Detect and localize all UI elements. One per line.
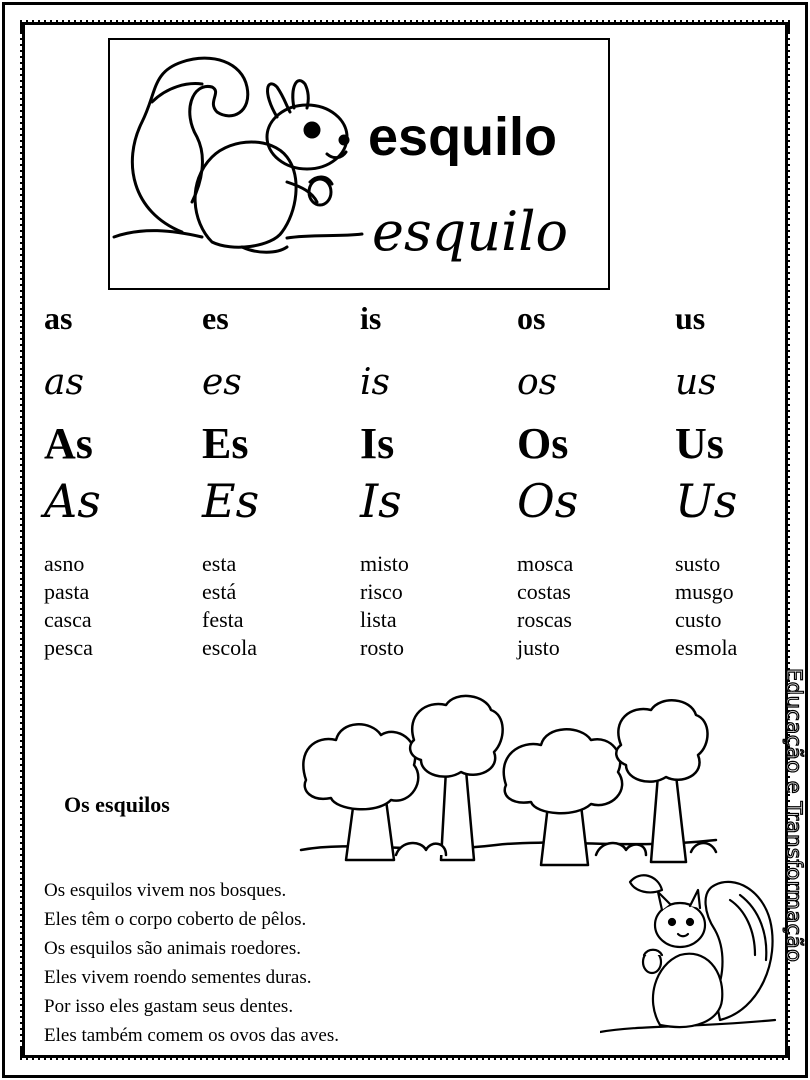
- syllable-upper: Us: [675, 419, 724, 468]
- word: pasta: [44, 579, 90, 604]
- syllable-upper-cursive: Us: [675, 474, 738, 528]
- word-list: [517, 550, 667, 662]
- word: esta: [202, 551, 237, 576]
- syllable-lower-cursive: as: [44, 362, 84, 403]
- word: custo: [675, 607, 722, 632]
- word: roscas: [517, 607, 572, 632]
- word: rosto: [360, 635, 404, 660]
- squirrel-icon: [112, 42, 372, 262]
- syllable-column-es: [202, 300, 352, 662]
- syllable-lower-cursive: us: [675, 362, 717, 403]
- syllable-upper-cursive: Os: [517, 474, 579, 528]
- word: mosca: [517, 551, 574, 576]
- syllable-lower: os: [517, 300, 546, 336]
- syllable-upper-cursive: Es: [202, 474, 260, 528]
- word-list: [202, 550, 352, 662]
- syllable-column-us: [675, 300, 810, 662]
- story-line: Eles têm o corpo coberto de pêlos.: [44, 909, 307, 930]
- word-list: [675, 550, 810, 662]
- title-print: esquilo: [368, 107, 558, 167]
- syllable-lower: is: [360, 300, 382, 336]
- word: musgo: [675, 579, 734, 604]
- syllable-upper-cursive: As: [44, 474, 101, 528]
- word: está: [202, 579, 237, 604]
- word-list: [360, 550, 510, 662]
- word: escola: [202, 635, 257, 660]
- squirrel-small-icon: [600, 870, 780, 1040]
- story-line: Os esquilos vivem nos bosques.: [44, 880, 287, 901]
- word: festa: [202, 607, 244, 632]
- syllable-upper: As: [44, 419, 93, 468]
- story-line: Eles vivem roendo sementes duras.: [44, 967, 312, 988]
- syllable-upper: Os: [517, 419, 569, 468]
- syllable-column-as: [44, 300, 194, 662]
- word: susto: [675, 551, 721, 576]
- story-line: Os esquilos são animais roedores.: [44, 938, 301, 959]
- syllable-lower: us: [675, 300, 706, 336]
- syllable-lower-cursive: es: [202, 362, 242, 403]
- syllable-upper: Es: [202, 419, 249, 468]
- word: casca: [44, 607, 92, 632]
- title-cursive: esquilo: [372, 200, 569, 263]
- syllable-lower-cursive: os: [517, 362, 558, 403]
- syllable-lower: es: [202, 300, 229, 336]
- word: asno: [44, 551, 85, 576]
- story-text: [44, 876, 339, 1050]
- story-line: Por isso eles gastam seus dentes.: [44, 996, 294, 1017]
- syllable-lower: as: [44, 300, 73, 336]
- word: misto: [360, 551, 409, 576]
- word: esmola: [675, 635, 738, 660]
- word-list: [44, 550, 194, 662]
- trees-icon: [296, 690, 726, 875]
- word: pesca: [44, 635, 93, 660]
- syllable-upper: Is: [360, 419, 395, 468]
- syllable-column-os: [517, 300, 667, 662]
- word: lista: [360, 607, 397, 632]
- syllable-column-is: [360, 300, 510, 662]
- word: costas: [517, 579, 571, 604]
- syllable-lower-cursive: is: [360, 362, 390, 403]
- word: justo: [517, 635, 560, 660]
- syllable-upper-cursive: Is: [360, 474, 402, 528]
- story-title: Os esquilos: [64, 792, 170, 817]
- story-line: Eles também comem os ovos das aves.: [44, 1025, 339, 1046]
- credit-text: Educação e Transformação: [782, 668, 806, 963]
- word: risco: [360, 579, 403, 604]
- credit-watermark: [780, 668, 806, 1004]
